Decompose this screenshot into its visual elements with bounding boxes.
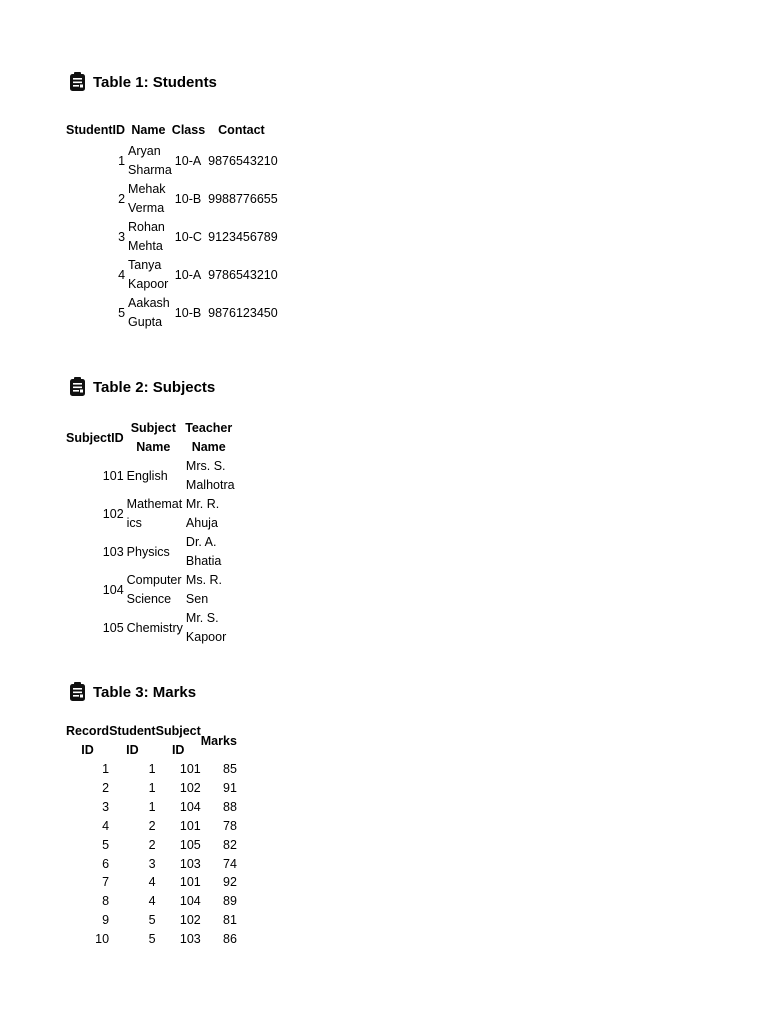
table-cell: 105 xyxy=(102,620,124,635)
table-cell: 85 xyxy=(223,762,237,776)
subjects-heading xyxy=(66,373,215,401)
table-cell: 74 xyxy=(223,856,237,871)
table-cell: 10-A xyxy=(174,267,202,282)
table-cell: Mr. S. Kapoor xyxy=(185,611,227,644)
table-row xyxy=(66,779,237,798)
marks-title: Table 3: Marks xyxy=(93,683,197,701)
table-cell: 5 xyxy=(118,305,126,320)
table-cell: 4 xyxy=(148,875,156,890)
table-cell: English xyxy=(126,468,168,483)
table-cell: 86 xyxy=(223,932,237,947)
table-cell: Physics xyxy=(126,544,170,559)
table-cell: 82 xyxy=(223,837,237,852)
table-row xyxy=(66,609,235,647)
table-row xyxy=(66,855,237,874)
table-cell: 105 xyxy=(179,837,201,852)
table-cell: 88 xyxy=(223,799,237,814)
column-header: Teacher Name xyxy=(185,421,233,454)
table-row xyxy=(66,798,237,817)
table-cell: 10 xyxy=(95,932,110,947)
table-cell: 5 xyxy=(102,837,110,852)
table-cell: 10-B xyxy=(174,305,202,320)
table-cell: Mrs. S. Malhotra xyxy=(185,459,235,492)
table-cell: 9876543210 xyxy=(208,153,278,168)
table-cell: 5 xyxy=(148,913,156,928)
column-header: Subject ID xyxy=(155,724,201,757)
table-cell: 101 xyxy=(102,468,124,483)
table-cell: 92 xyxy=(223,875,237,890)
table-row xyxy=(66,218,278,256)
clipboard-icon xyxy=(69,682,86,702)
table-cell: 4 xyxy=(102,818,110,833)
table-cell: 10-B xyxy=(174,191,202,206)
table-cell: 3 xyxy=(102,799,110,814)
table-cell: 4 xyxy=(118,267,126,282)
table-row xyxy=(66,836,237,855)
table-row xyxy=(66,911,237,930)
table-cell: 1 xyxy=(148,799,156,814)
column-header: Record ID xyxy=(66,724,110,757)
table-cell: Chemistry xyxy=(126,620,183,635)
table-row xyxy=(66,930,237,949)
table-row xyxy=(66,495,235,533)
table-cell: 103 xyxy=(179,932,201,947)
table-cell: 3 xyxy=(148,856,156,871)
clipboard-icon xyxy=(69,72,86,92)
table-cell: 101 xyxy=(179,818,201,833)
table-header-row xyxy=(66,722,237,760)
table-cell: 1 xyxy=(148,762,156,776)
table-cell: Mr. R. Ahuja xyxy=(185,497,220,530)
table-row xyxy=(66,256,278,294)
table-cell: 104 xyxy=(102,582,124,597)
table-cell: 78 xyxy=(223,818,237,833)
table-cell: Aryan Sharma xyxy=(128,144,172,177)
table-cell: 9786543210 xyxy=(208,267,278,282)
table-cell: 104 xyxy=(179,894,201,909)
table-cell: 81 xyxy=(223,913,237,928)
table-cell: Mathematics xyxy=(126,497,183,530)
table-header-row xyxy=(66,419,235,457)
table-header-row xyxy=(66,118,278,142)
table-cell: 3 xyxy=(118,229,126,244)
table-cell: 102 xyxy=(179,780,201,795)
table-row xyxy=(66,873,237,892)
marks-heading xyxy=(66,678,196,706)
column-header: Marks xyxy=(200,733,237,748)
subjects-section xyxy=(66,373,235,644)
table-cell: 9988776655 xyxy=(208,191,278,206)
column-header: Subject Name xyxy=(130,421,176,454)
table-cell: 10-A xyxy=(174,153,202,168)
column-header: SubjectID xyxy=(66,430,124,445)
table-cell: 7 xyxy=(102,875,110,890)
table-cell: 1 xyxy=(148,780,156,795)
table-cell: 10-C xyxy=(174,229,202,244)
table-cell: Aakash Gupta xyxy=(128,296,170,329)
table-cell: 9876123450 xyxy=(208,305,278,320)
table-row xyxy=(66,180,278,218)
table-row xyxy=(66,892,237,911)
table-cell: Ms. R. Sen xyxy=(185,573,223,606)
students-table xyxy=(66,118,278,332)
table-cell: 1 xyxy=(118,153,126,168)
table-cell: Dr. A. Bhatia xyxy=(185,535,222,568)
table-cell: 103 xyxy=(179,856,201,871)
table-cell: 104 xyxy=(179,799,201,814)
table-cell: 2 xyxy=(118,191,126,206)
column-header: Contact xyxy=(218,122,265,137)
table-cell: 89 xyxy=(223,894,237,909)
table-row xyxy=(66,571,235,609)
table-cell: 91 xyxy=(223,780,237,795)
table-cell: 1 xyxy=(102,762,110,776)
table-cell: 101 xyxy=(179,762,201,776)
column-header: Student ID xyxy=(109,724,156,757)
marks-table xyxy=(66,722,237,949)
table-cell: 6 xyxy=(102,856,110,871)
table-cell: Mehak Verma xyxy=(128,182,166,215)
table-cell: 2 xyxy=(102,780,110,795)
clipboard-icon xyxy=(69,377,86,397)
table-cell: Tanya Kapoor xyxy=(128,258,169,291)
column-header: StudentID xyxy=(66,122,126,137)
table-cell: 2 xyxy=(148,837,156,852)
students-title: Table 1: Students xyxy=(93,73,217,91)
table-cell: 8 xyxy=(102,894,110,909)
marks-section xyxy=(66,678,237,947)
table-row xyxy=(66,760,237,779)
table-cell: 9 xyxy=(102,913,110,928)
table-row xyxy=(66,294,278,332)
table-cell: 102 xyxy=(179,913,201,928)
table-cell: Computer Science xyxy=(126,573,182,606)
table-cell: 102 xyxy=(102,506,124,521)
students-section xyxy=(66,68,278,329)
table-row xyxy=(66,457,235,495)
table-cell: 4 xyxy=(148,894,156,909)
table-cell: 5 xyxy=(148,932,156,947)
students-heading xyxy=(66,68,217,96)
column-header: Name xyxy=(131,122,166,137)
table-row xyxy=(66,817,237,836)
table-cell: 9123456789 xyxy=(208,229,278,244)
table-cell: 2 xyxy=(148,818,156,833)
subjects-table xyxy=(66,419,235,647)
subjects-title: Table 2: Subjects xyxy=(93,378,216,396)
column-header: Class xyxy=(171,122,206,137)
table-row xyxy=(66,533,235,571)
table-cell: 101 xyxy=(179,875,201,890)
table-cell: 103 xyxy=(102,544,124,559)
table-cell: Rohan Mehta xyxy=(128,220,165,253)
table-row xyxy=(66,142,278,180)
